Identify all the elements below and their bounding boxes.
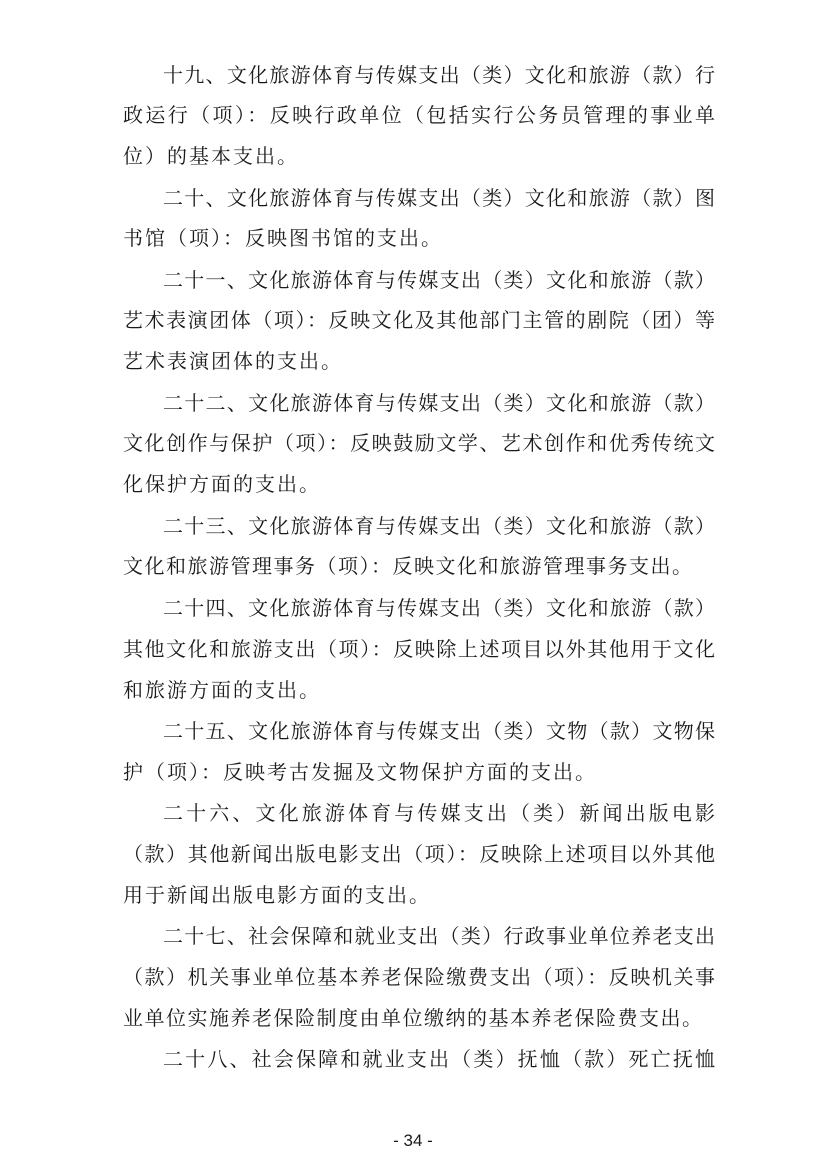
paragraph-25-line-1: 二十五、文化旅游体育与传媒支出（类）文物（款）文物保 bbox=[163, 719, 715, 743]
paragraph-22-line-2: 文化创作与保护（项）：反映鼓励文学、艺术创作和优秀传统文 bbox=[123, 431, 715, 455]
paragraph-24-line-3: 和旅游方面的支出。 bbox=[123, 678, 321, 702]
paragraph-22-line-3: 化保护方面的支出。 bbox=[123, 472, 321, 496]
paragraph-21-line-3: 艺术表演团体的支出。 bbox=[123, 349, 343, 373]
paragraph-20-line-1: 二十、文化旅游体育与传媒支出（类）文化和旅游（款）图 bbox=[163, 186, 715, 210]
paragraph-22-line-1: 二十二、文化旅游体育与传媒支出（类）文化和旅游（款） bbox=[163, 391, 715, 415]
paragraph-23-line-1: 二十三、文化旅游体育与传媒支出（类）文化和旅游（款） bbox=[163, 514, 715, 538]
paragraph-19-line-3: 位）的基本支出。 bbox=[123, 144, 299, 168]
paragraph-21-line-1: 二十一、文化旅游体育与传媒支出（类）文化和旅游（款） bbox=[163, 268, 715, 292]
paragraph-25-line-2: 护（项）：反映考古发掘及文物保护方面的支出。 bbox=[123, 760, 597, 784]
paragraph-23-line-2: 文化和旅游管理事务（项）：反映文化和旅游管理事务支出。 bbox=[123, 554, 694, 578]
paragraph-27-line-1: 二十七、社会保障和就业支出（类）行政事业单位养老支出 bbox=[163, 924, 715, 948]
paragraph-19-line-1: 十九、文化旅游体育与传媒支出（类）文化和旅游（款）行 bbox=[163, 63, 715, 87]
paragraph-24-line-1: 二十四、文化旅游体育与传媒支出（类）文化和旅游（款） bbox=[163, 596, 715, 620]
paragraph-24-line-2: 其他文化和旅游支出（项）：反映除上述项目以外其他用于文化 bbox=[123, 637, 715, 661]
paragraph-27-line-3: 业单位实施养老保险制度由单位缴纳的基本养老保险费支出。 bbox=[123, 1006, 704, 1030]
paragraph-27-line-2: （款）机关事业单位基本养老保险缴费支出（项）：反映机关事 bbox=[123, 965, 715, 989]
paragraph-26-line-2: （款）其他新闻出版电影支出（项）：反映除上述项目以外其他 bbox=[123, 842, 715, 866]
paragraph-26-line-3: 用于新闻出版电影方面的支出。 bbox=[123, 883, 431, 907]
paragraph-21-line-2: 艺术表演团体（项）：反映文化及其他部门主管的剧院（团）等 bbox=[123, 308, 715, 332]
paragraph-20-line-2: 书馆（项）：反映图书馆的支出。 bbox=[123, 226, 443, 250]
paragraph-26-line-1: 二十六、文化旅游体育与传媒支出（类）新闻出版电影 bbox=[163, 801, 715, 825]
page-number: - 34 - bbox=[393, 1131, 433, 1150]
paragraph-19-line-2: 政运行（项）：反映行政单位（包括实行公务员管理的事业单 bbox=[123, 103, 715, 127]
paragraph-28-line-1: 二十八、社会保障和就业支出（类）抚恤（款）死亡抚恤 bbox=[163, 1047, 715, 1071]
